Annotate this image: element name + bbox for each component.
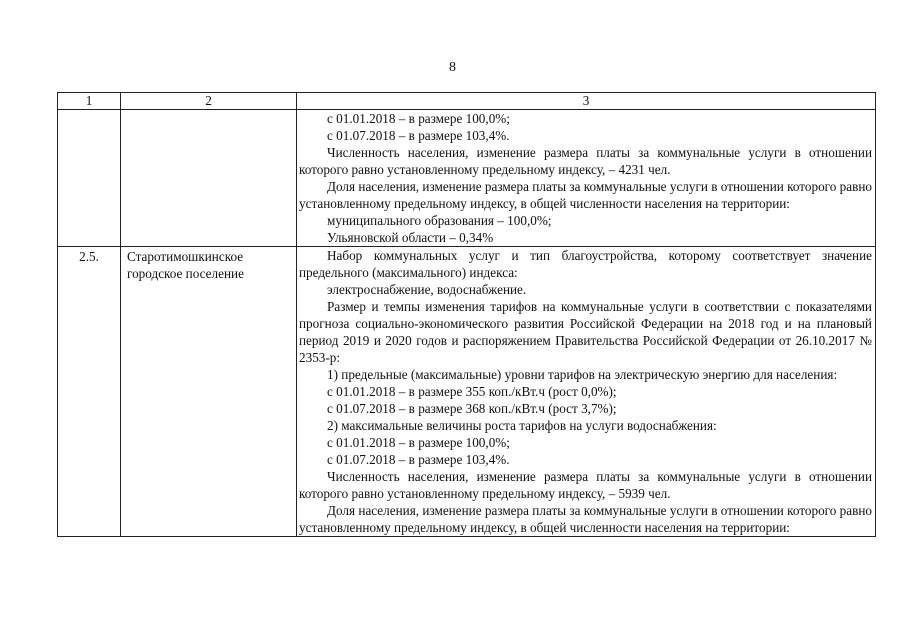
services-intro-paragraph: Набор коммунальных услуг и тип благоустройства, которому соответствует значение предельного (максимального) индекса: xyxy=(299,248,872,280)
page-number: 8 xyxy=(449,60,456,75)
rate-line: с 01.07.2018 – в размере 103,4%. xyxy=(327,452,510,467)
rate-line: с 01.01.2018 – в размере 100,0%; xyxy=(327,111,510,126)
row-name-cell xyxy=(121,110,297,247)
document-table xyxy=(57,92,876,537)
water-tariff-title: 2) максимальные величины роста тарифов на услуги водоснабжения: xyxy=(327,418,717,433)
table-row xyxy=(58,110,876,247)
services-list-line: электроснабжение, водоснабжение. xyxy=(327,282,527,297)
share-line: муниципального образования – 100,0%; xyxy=(327,213,552,228)
table-header-row xyxy=(58,93,876,110)
rate-line: с 01.07.2018 – в размере 103,4%. xyxy=(327,128,510,143)
tariff-line: с 01.01.2018 – в размере 355 коп./кВт.ч (рост 0,0%); xyxy=(327,384,617,399)
row-number-cell: 2.5. xyxy=(58,247,121,537)
column-header-name: 2 xyxy=(121,93,297,110)
share-line: Ульяновской области – 0,34% xyxy=(327,230,494,245)
rate-line: с 01.01.2018 – в размере 100,0%; xyxy=(327,435,510,450)
tariff-line: с 01.07.2018 – в размере 368 коп./кВт.ч (рост 3,7%); xyxy=(327,401,617,416)
population-count-paragraph: Численность населения, изменение размера платы за коммунальные услуги в отношении которого равно установленному предельному индексу, – 5939 чел. xyxy=(299,469,872,501)
population-share-paragraph: Доля населения, изменение размера платы за коммунальные услуги в отношении которого равно установленному предельному индексу, в общей численности населения на территории: xyxy=(299,503,872,535)
column-header-number: 1 xyxy=(58,93,121,110)
row-name-cell: Старотимошкинское городское поселение xyxy=(121,247,297,537)
population-share-paragraph: Доля населения, изменение размера платы за коммунальные услуги в отношении которого равно установленному предельному индексу, в общей численности населения на территории: xyxy=(299,179,872,211)
tariffs-intro-paragraph: Размер и темпы изменения тарифов на коммунальные услуги в соответствии с показателями прогноза социально-экономического развития Российской Федерации на 2018 год и на плановый период 2019 и 2020 годов и распоряжением Правительства Российской Федерации от 26.10.2017 № 2353-р: xyxy=(299,299,872,365)
row-number-cell xyxy=(58,110,121,247)
table-row xyxy=(58,247,876,537)
column-header-content: 3 xyxy=(297,93,876,110)
population-count-paragraph: Численность населения, изменение размера платы за коммунальные услуги в отношении которого равно установленному предельному индексу, – 4231 чел. xyxy=(299,145,872,177)
row-content-cell xyxy=(297,110,876,247)
electric-tariff-title: 1) предельные (максимальные) уровни тарифов на электрическую энергию для населения: xyxy=(327,367,838,382)
row-content-cell xyxy=(297,247,876,537)
